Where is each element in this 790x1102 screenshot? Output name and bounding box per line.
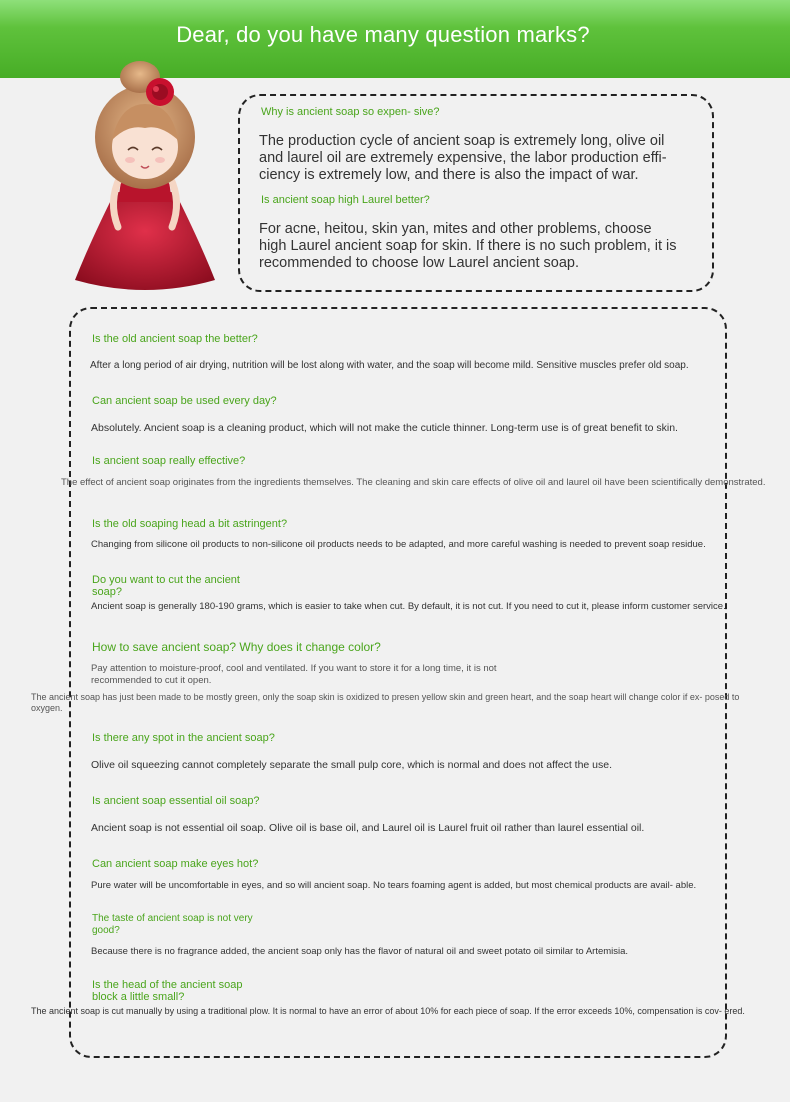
faq-answer: Pure water will be uncomfortable in eyes, and so will ancient soap. No tears foaming agent is added, but most chemical products are avail- able. (91, 880, 697, 891)
banner-title: Dear, do you have many question marks? (176, 22, 590, 47)
faq-question: Is ancient soap high Laurel better? (261, 194, 430, 206)
faq-question: Can ancient soap make eyes hot? (92, 858, 259, 870)
faq-answer: The production cycle of ancient soap is extremely long, olive oil and laurel oil are extremely expensive, the labor production effi- ciency is extremely low, and there is also the impact of war. (259, 133, 667, 183)
faq-question: Do you want to cut the ancient soap? (92, 574, 240, 598)
faq-question: Is the old ancient soap the better? (92, 333, 258, 345)
faq-question: Can ancient soap be used every day? (92, 395, 277, 407)
faq-answer: Olive oil squeezing cannot completely separate the small pulp core, which is normal and does not affect the use. (91, 759, 613, 771)
faq-question: Is ancient soap really effective? (92, 455, 246, 467)
faq-question: Is the old soaping head a bit astringent? (92, 518, 288, 530)
faq-answer: Absolutely. Ancient soap is a cleaning product, which will not make the cuticle thinner. Long-term use is of great benefit to skin. (91, 422, 678, 434)
faq-question: Why is ancient soap so expen- sive? (261, 106, 440, 118)
faq-answer: The ancient soap has just been made to be mostly green, only the soap skin is oxidized to presen yellow skin and green heart, and the soap heart will change color if ex- posed to oxygen. (31, 692, 740, 713)
faq-answer: Ancient soap is not essential oil soap. Olive oil is base oil, and Laurel oil is Laurel fruit oil rather than laurel essential oil. (91, 822, 645, 834)
faq-answer: The ancient soap is cut manually by using a traditional plow. It is normal to have an error of about 10% for each piece of soap. If the error exceeds 10%, compensation is cov- ered. (31, 1006, 745, 1016)
faq-question: The taste of ancient soap is not very good? (92, 913, 253, 936)
faq-question: Is the head of the ancient soap block a little small? (92, 979, 243, 1003)
girl-illustration-icon (60, 42, 230, 292)
faq-answer: Ancient soap is generally 180-190 grams, which is easier to take when cut. By default, it is not cut. If you need to cut it, please inform customer service. (91, 601, 726, 612)
faq-answer: The effect of ancient soap originates from the ingredients themselves. The cleaning and skin care effects of olive oil and laurel oil have been scientifically demonstrated. (61, 477, 766, 488)
faq-answer: For acne, heitou, skin yan, mites and other problems, choose high Laurel ancient soap for skin. If there is no such problem, it is recommended to choose low Laurel ancient soap. (259, 221, 677, 271)
faq-answer: After a long period of air drying, nutrition will be lost along with water, and the soap will become mild. Sensitive muscles prefer old soap. (90, 360, 689, 371)
faq-answer: Pay attention to moisture-proof, cool and ventilated. If you want to store it for a long time, it is not recommended to cut it open. (91, 663, 497, 686)
faq-question: Is ancient soap essential oil soap? (92, 795, 260, 807)
faq-question: Is there any spot in the ancient soap? (92, 732, 275, 744)
faq-answer: Because there is no fragrance added, the ancient soap only has the flavor of natural oil and sweet potato oil similar to Artemisia. (91, 946, 629, 957)
faq-question: How to save ancient soap? Why does it change color? (92, 640, 381, 654)
faq-answer: Changing from silicone oil products to non-silicone oil products needs to be adapted, and more careful washing is needed to prevent soap residue. (91, 539, 706, 550)
